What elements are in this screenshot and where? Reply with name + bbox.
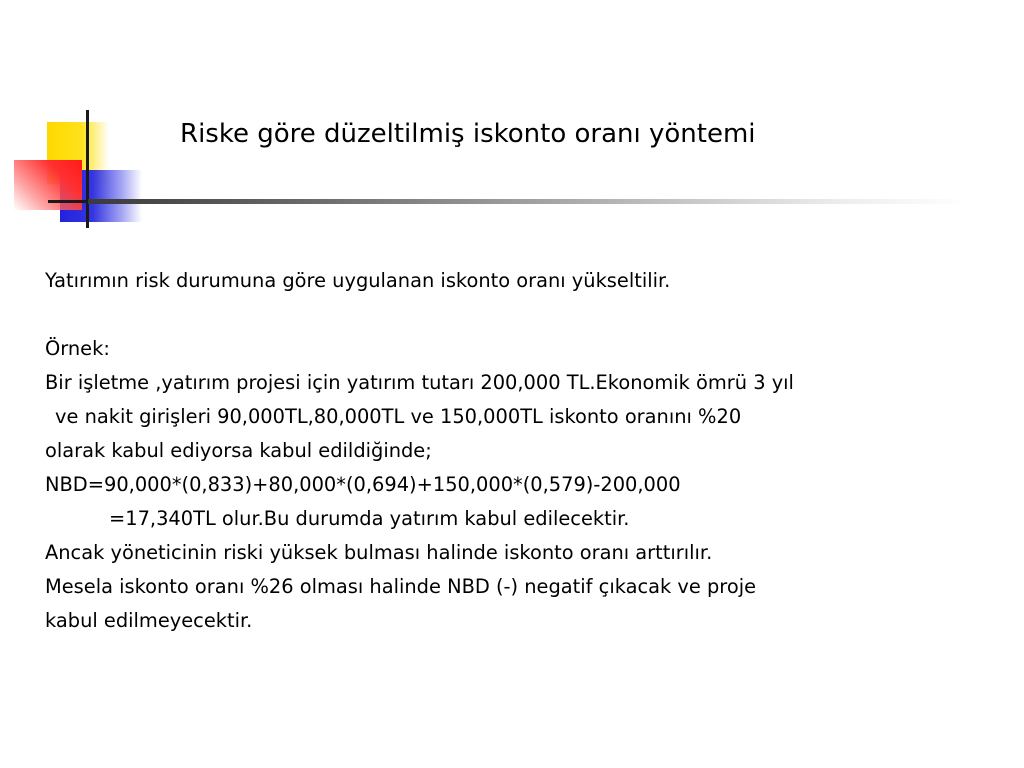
title-underline-rule: [88, 199, 968, 204]
body-line: kabul edilmeyecektir.: [45, 609, 253, 632]
logo-vertical-line: [86, 110, 89, 228]
body-line: Bir işletme ,yatırım projesi için yatırım tutarı 200,000 TL.Ekonomik ömrü 3 yıl: [45, 371, 794, 394]
body-line: Mesela iskonto oranı %26 olması halinde NBD (-) negatif çıkacak ve proje: [45, 575, 757, 598]
example-label: Örnek:: [45, 337, 110, 360]
body-line: Ancak yöneticinin riski yüksek bulması halinde iskonto oranı arttırılır.: [45, 541, 713, 564]
paragraph-gap: [45, 298, 1017, 332]
npv-result-line: =17,340TL olur.Bu durumda yatırım kabul edilecektir.: [109, 507, 630, 530]
four-color-squares-logo-icon: [0, 100, 150, 230]
slide-title: Riske göre düzeltilmiş iskonto oranı yöntemi: [180, 119, 756, 149]
intro-line: Yatırımın risk durumuna göre uygulanan iskonto oranı yükseltilir.: [45, 269, 671, 292]
npv-formula-line: NBD=90,000*(0,833)+80,000*(0,694)+150,000*(0,579)-200,000: [45, 473, 681, 496]
body-line: ve nakit girişleri 90,000TL,80,000TL ve 150,000TL iskonto oranını %20: [55, 405, 742, 428]
slide-body: [45, 264, 1017, 638]
body-line: olarak kabul ediyorsa kabul edildiğinde;: [45, 439, 432, 462]
